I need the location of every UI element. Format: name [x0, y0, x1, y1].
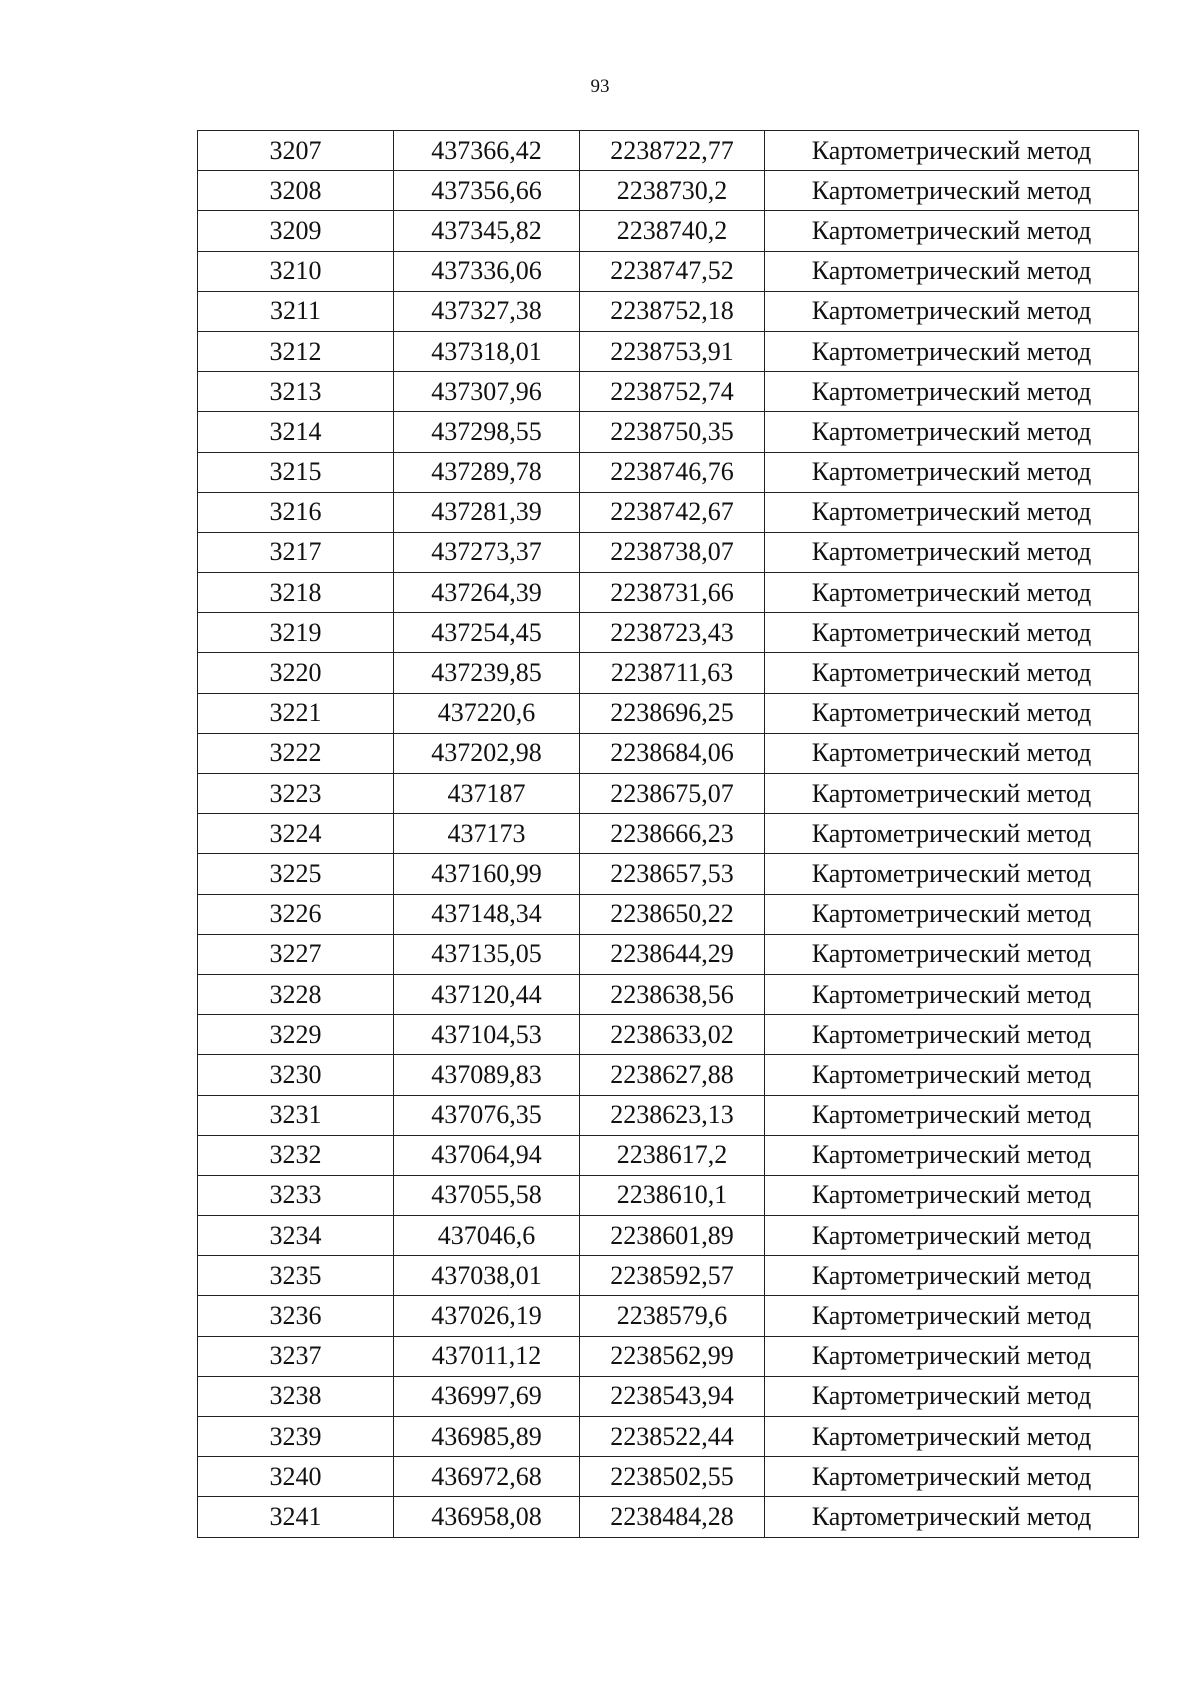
point-number-cell: 3233 [198, 1175, 394, 1215]
y-coordinate-cell: 2238746,76 [580, 452, 765, 492]
x-coordinate-cell: 437148,34 [394, 894, 580, 934]
table-row [198, 211, 1139, 251]
x-coordinate-cell: 437239,85 [394, 653, 580, 693]
point-number-cell: 3212 [198, 331, 394, 371]
method-cell: Картометрический метод [765, 894, 1139, 934]
x-coordinate-cell: 437104,53 [394, 1015, 580, 1055]
method-cell: Картометрический метод [765, 492, 1139, 532]
table-row [198, 291, 1139, 331]
table-row [198, 613, 1139, 653]
method-cell: Картометрический метод [765, 573, 1139, 613]
y-coordinate-cell: 2238601,89 [580, 1216, 765, 1256]
x-coordinate-cell: 437366,42 [394, 131, 580, 171]
method-cell: Картометрический метод [765, 613, 1139, 653]
point-number-cell: 3220 [198, 653, 394, 693]
point-number-cell: 3237 [198, 1336, 394, 1376]
table-row [198, 1336, 1139, 1376]
x-coordinate-cell: 437356,66 [394, 171, 580, 211]
y-coordinate-cell: 2238633,02 [580, 1015, 765, 1055]
table-row [198, 894, 1139, 934]
x-coordinate-cell: 437254,45 [394, 613, 580, 653]
y-coordinate-cell: 2238543,94 [580, 1376, 765, 1416]
method-cell: Картометрический метод [765, 1256, 1139, 1296]
y-coordinate-cell: 2238579,6 [580, 1296, 765, 1336]
method-cell: Картометрический метод [765, 774, 1139, 814]
table-row [198, 1497, 1139, 1537]
method-cell: Картометрический метод [765, 814, 1139, 854]
x-coordinate-cell: 437076,35 [394, 1095, 580, 1135]
y-coordinate-cell: 2238752,74 [580, 372, 765, 412]
y-coordinate-cell: 2238592,57 [580, 1256, 765, 1296]
x-coordinate-cell: 437298,55 [394, 412, 580, 452]
table-row [198, 693, 1139, 733]
method-cell: Картометрический метод [765, 1296, 1139, 1336]
x-coordinate-cell: 437187 [394, 774, 580, 814]
method-cell: Картометрический метод [765, 452, 1139, 492]
x-coordinate-cell: 437264,39 [394, 573, 580, 613]
x-coordinate-cell: 437064,94 [394, 1135, 580, 1175]
x-coordinate-cell: 436997,69 [394, 1376, 580, 1416]
y-coordinate-cell: 2238730,2 [580, 171, 765, 211]
method-cell: Картометрический метод [765, 131, 1139, 171]
point-number-cell: 3225 [198, 854, 394, 894]
x-coordinate-cell: 437038,01 [394, 1256, 580, 1296]
point-number-cell: 3208 [198, 171, 394, 211]
x-coordinate-cell: 437089,83 [394, 1055, 580, 1095]
method-cell: Картометрический метод [765, 934, 1139, 974]
x-coordinate-cell: 436958,08 [394, 1497, 580, 1537]
table-row [198, 814, 1139, 854]
method-cell: Картометрический метод [765, 1336, 1139, 1376]
page-number: 93 [590, 76, 610, 97]
point-number-cell: 3209 [198, 211, 394, 251]
point-number-cell: 3231 [198, 1095, 394, 1135]
y-coordinate-cell: 2238522,44 [580, 1417, 765, 1457]
method-cell: Картометрический метод [765, 171, 1139, 211]
table-row [198, 774, 1139, 814]
method-cell: Картометрический метод [765, 1095, 1139, 1135]
table-row [198, 1256, 1139, 1296]
method-cell: Картометрический метод [765, 331, 1139, 371]
y-coordinate-cell: 2238617,2 [580, 1135, 765, 1175]
method-cell: Картометрический метод [765, 854, 1139, 894]
method-cell: Картометрический метод [765, 291, 1139, 331]
point-number-cell: 3228 [198, 974, 394, 1014]
method-cell: Картометрический метод [765, 1376, 1139, 1416]
y-coordinate-cell: 2238722,77 [580, 131, 765, 171]
method-cell: Картометрический метод [765, 1015, 1139, 1055]
x-coordinate-cell: 437220,6 [394, 693, 580, 733]
point-number-cell: 3240 [198, 1457, 394, 1497]
point-number-cell: 3239 [198, 1417, 394, 1457]
x-coordinate-cell: 437120,44 [394, 974, 580, 1014]
point-number-cell: 3207 [198, 131, 394, 171]
x-coordinate-cell: 437173 [394, 814, 580, 854]
table-row [198, 573, 1139, 613]
point-number-cell: 3226 [198, 894, 394, 934]
coordinates-table-body [198, 131, 1139, 1538]
point-number-cell: 3221 [198, 693, 394, 733]
point-number-cell: 3210 [198, 251, 394, 291]
point-number-cell: 3213 [198, 372, 394, 412]
x-coordinate-cell: 437135,05 [394, 934, 580, 974]
x-coordinate-cell: 437046,6 [394, 1216, 580, 1256]
table-row [198, 331, 1139, 371]
x-coordinate-cell: 436985,89 [394, 1417, 580, 1457]
table-row [198, 1376, 1139, 1416]
table-row [198, 1095, 1139, 1135]
point-number-cell: 3223 [198, 774, 394, 814]
method-cell: Картометрический метод [765, 532, 1139, 572]
method-cell: Картометрический метод [765, 693, 1139, 733]
y-coordinate-cell: 2238627,88 [580, 1055, 765, 1095]
method-cell: Картометрический метод [765, 1497, 1139, 1537]
method-cell: Картометрический метод [765, 251, 1139, 291]
x-coordinate-cell: 437273,37 [394, 532, 580, 572]
x-coordinate-cell: 437026,19 [394, 1296, 580, 1336]
y-coordinate-cell: 2238752,18 [580, 291, 765, 331]
table-row [198, 974, 1139, 1014]
method-cell: Картометрический метод [765, 653, 1139, 693]
point-number-cell: 3222 [198, 733, 394, 773]
table-row [198, 653, 1139, 693]
point-number-cell: 3235 [198, 1256, 394, 1296]
x-coordinate-cell: 437160,99 [394, 854, 580, 894]
point-number-cell: 3217 [198, 532, 394, 572]
method-cell: Картометрический метод [765, 1175, 1139, 1215]
y-coordinate-cell: 2238731,66 [580, 573, 765, 613]
point-number-cell: 3216 [198, 492, 394, 532]
y-coordinate-cell: 2238750,35 [580, 412, 765, 452]
y-coordinate-cell: 2238711,63 [580, 653, 765, 693]
x-coordinate-cell: 437281,39 [394, 492, 580, 532]
table-row [198, 934, 1139, 974]
table-row [198, 532, 1139, 572]
x-coordinate-cell: 436972,68 [394, 1457, 580, 1497]
method-cell: Картометрический метод [765, 1457, 1139, 1497]
point-number-cell: 3211 [198, 291, 394, 331]
table-row [198, 733, 1139, 773]
y-coordinate-cell: 2238623,13 [580, 1095, 765, 1135]
x-coordinate-cell: 437336,06 [394, 251, 580, 291]
method-cell: Картометрический метод [765, 974, 1139, 1014]
point-number-cell: 3232 [198, 1135, 394, 1175]
table-row [198, 1135, 1139, 1175]
y-coordinate-cell: 2238742,67 [580, 492, 765, 532]
x-coordinate-cell: 437202,98 [394, 733, 580, 773]
y-coordinate-cell: 2238753,91 [580, 331, 765, 371]
method-cell: Картометрический метод [765, 1055, 1139, 1095]
table-row [198, 854, 1139, 894]
x-coordinate-cell: 437289,78 [394, 452, 580, 492]
x-coordinate-cell: 437307,96 [394, 372, 580, 412]
coordinates-table [197, 130, 1139, 1538]
x-coordinate-cell: 437327,38 [394, 291, 580, 331]
point-number-cell: 3236 [198, 1296, 394, 1336]
table-row [198, 1015, 1139, 1055]
y-coordinate-cell: 2238657,53 [580, 854, 765, 894]
x-coordinate-cell: 437011,12 [394, 1336, 580, 1376]
x-coordinate-cell: 437345,82 [394, 211, 580, 251]
table-row [198, 1457, 1139, 1497]
table-row [198, 1175, 1139, 1215]
y-coordinate-cell: 2238502,55 [580, 1457, 765, 1497]
y-coordinate-cell: 2238723,43 [580, 613, 765, 653]
y-coordinate-cell: 2238738,07 [580, 532, 765, 572]
table-row [198, 131, 1139, 171]
y-coordinate-cell: 2238562,99 [580, 1336, 765, 1376]
y-coordinate-cell: 2238484,28 [580, 1497, 765, 1537]
method-cell: Картометрический метод [765, 412, 1139, 452]
table-row [198, 171, 1139, 211]
y-coordinate-cell: 2238666,23 [580, 814, 765, 854]
table-row [198, 452, 1139, 492]
point-number-cell: 3238 [198, 1376, 394, 1416]
method-cell: Картометрический метод [765, 1135, 1139, 1175]
table-row [198, 492, 1139, 532]
y-coordinate-cell: 2238696,25 [580, 693, 765, 733]
method-cell: Картометрический метод [765, 1417, 1139, 1457]
x-coordinate-cell: 437055,58 [394, 1175, 580, 1215]
table-row [198, 1216, 1139, 1256]
table-row [198, 1055, 1139, 1095]
y-coordinate-cell: 2238610,1 [580, 1175, 765, 1215]
point-number-cell: 3230 [198, 1055, 394, 1095]
y-coordinate-cell: 2238650,22 [580, 894, 765, 934]
method-cell: Картометрический метод [765, 372, 1139, 412]
method-cell: Картометрический метод [765, 733, 1139, 773]
point-number-cell: 3227 [198, 934, 394, 974]
method-cell: Картометрический метод [765, 211, 1139, 251]
table-row [198, 372, 1139, 412]
point-number-cell: 3229 [198, 1015, 394, 1055]
point-number-cell: 3218 [198, 573, 394, 613]
table-row [198, 251, 1139, 291]
x-coordinate-cell: 437318,01 [394, 331, 580, 371]
y-coordinate-cell: 2238644,29 [580, 934, 765, 974]
y-coordinate-cell: 2238675,07 [580, 774, 765, 814]
point-number-cell: 3215 [198, 452, 394, 492]
method-cell: Картометрический метод [765, 1216, 1139, 1256]
point-number-cell: 3234 [198, 1216, 394, 1256]
y-coordinate-cell: 2238684,06 [580, 733, 765, 773]
point-number-cell: 3219 [198, 613, 394, 653]
table-row [198, 412, 1139, 452]
table-row [198, 1417, 1139, 1457]
y-coordinate-cell: 2238638,56 [580, 974, 765, 1014]
y-coordinate-cell: 2238740,2 [580, 211, 765, 251]
point-number-cell: 3241 [198, 1497, 394, 1537]
point-number-cell: 3214 [198, 412, 394, 452]
point-number-cell: 3224 [198, 814, 394, 854]
y-coordinate-cell: 2238747,52 [580, 251, 765, 291]
table-row [198, 1296, 1139, 1336]
